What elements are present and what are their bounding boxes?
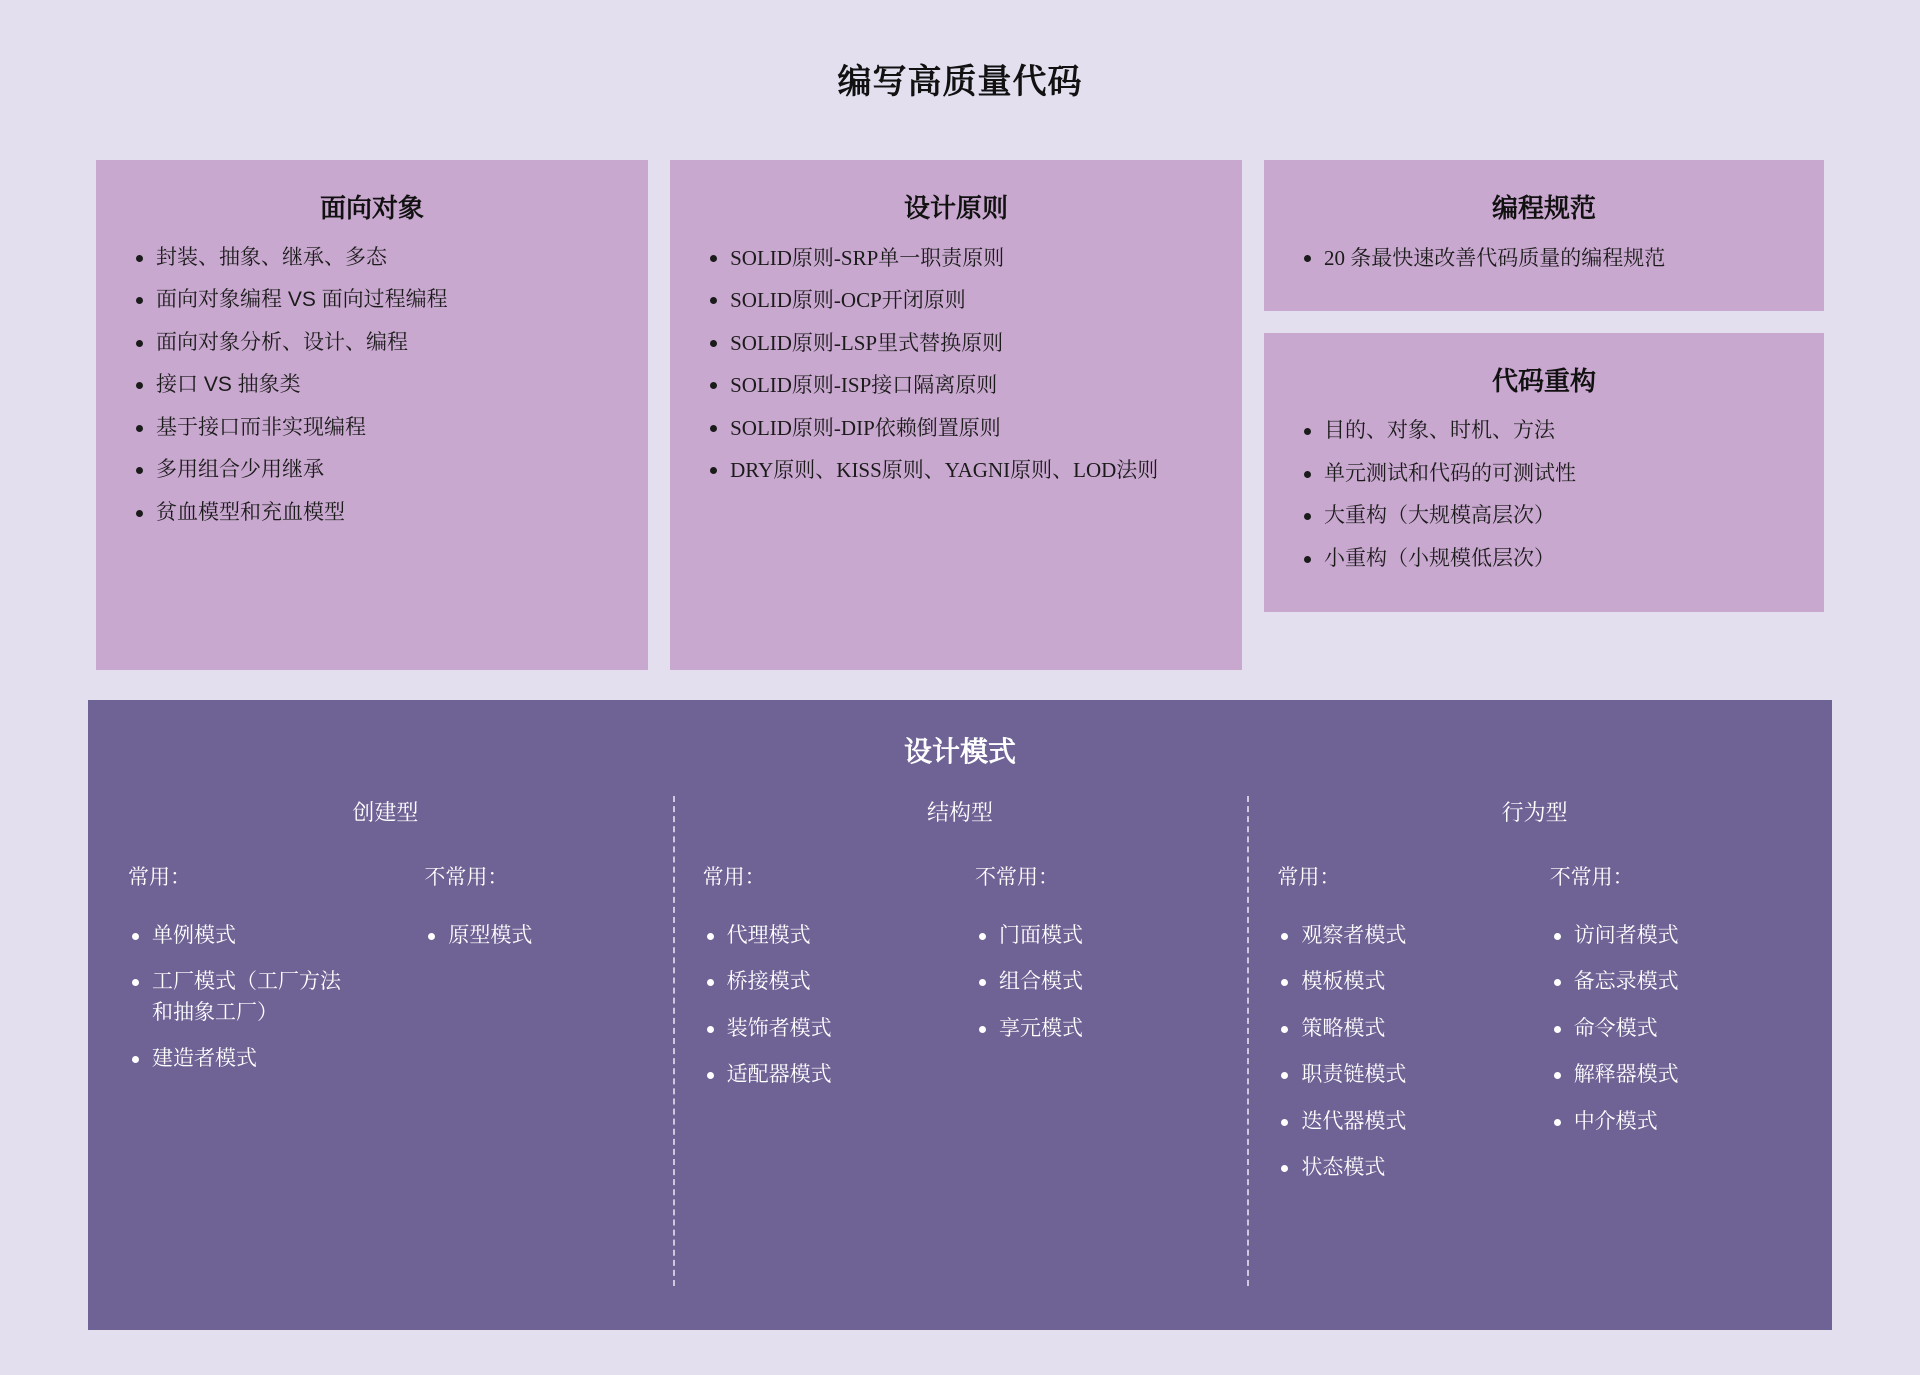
pattern-uncommon-list [414, 921, 652, 951]
column-spec-refactor [1264, 160, 1824, 612]
list-item: 备忘录模式 [1574, 967, 1802, 997]
list-item: 接口 VS 抽象类 [156, 370, 622, 400]
list-item: 工厂模式（工厂方法和抽象工厂） [152, 967, 356, 1028]
pattern-uncommon-list [965, 921, 1227, 1044]
list-item: 20 条最快速改善代码质量的编程规范 [1324, 243, 1798, 273]
list-item: 组合模式 [999, 967, 1227, 997]
card-spec [1264, 160, 1824, 311]
pattern-common-label: 常用： [1277, 866, 1341, 889]
page-title: 编写高质量代码 [837, 63, 1083, 101]
pattern-uncommon [366, 861, 652, 1091]
list-item: 大重构（大规模高层次） [1324, 501, 1798, 531]
pattern-group-behavioral [1247, 796, 1822, 1296]
pattern-common [1267, 861, 1529, 1200]
top-section [96, 160, 1824, 670]
pattern-group-creational [98, 796, 673, 1296]
card-design-patterns [88, 700, 1832, 1330]
card-spec-list [1290, 243, 1798, 273]
card-refactor [1264, 333, 1824, 612]
list-item: SOLID原则-OCP开闭原则 [730, 285, 1216, 315]
pattern-group-title: 结构型 [927, 800, 994, 825]
card-design-patterns-title: 设计模式 [903, 736, 1016, 767]
list-item: 原型模式 [448, 921, 652, 951]
list-item: 贫血模型和充血模型 [156, 498, 622, 528]
pattern-common-label: 常用： [702, 866, 766, 889]
pattern-uncommon [1540, 861, 1802, 1200]
pattern-common-list [1267, 921, 1529, 1184]
list-item: 中介模式 [1574, 1107, 1802, 1137]
list-item: 单例模式 [152, 921, 356, 951]
pattern-group-title: 创建型 [352, 800, 419, 825]
card-gap [1264, 311, 1824, 333]
list-item: 单元测试和代码的可测试性 [1324, 459, 1798, 489]
list-item: 访问者模式 [1574, 921, 1802, 951]
pattern-uncommon-label: 不常用： [1549, 866, 1634, 889]
list-item: 桥接模式 [727, 967, 955, 997]
card-refactor-title: 代码重构 [1491, 366, 1596, 397]
pattern-uncommon-label: 不常用： [424, 866, 509, 889]
list-item: 状态模式 [1301, 1153, 1529, 1183]
pattern-common [118, 861, 356, 1091]
list-item: SOLID原则-LSP里式替换原则 [730, 328, 1216, 358]
pattern-group-title: 行为型 [1501, 800, 1568, 825]
pattern-group-structural [673, 796, 1248, 1296]
pattern-uncommon-label: 不常用： [975, 866, 1060, 889]
card-principles-title: 设计原则 [904, 193, 1009, 223]
list-item: SOLID原则-SRP单一职责原则 [730, 243, 1216, 273]
list-item: 封装、抽象、继承、多态 [156, 243, 622, 273]
pattern-uncommon-list [1540, 921, 1802, 1137]
list-item: 代理模式 [727, 921, 955, 951]
list-item: 多用组合少用继承 [156, 455, 622, 485]
list-item: 命令模式 [1574, 1014, 1802, 1044]
list-item: DRY原则、KISS原则、YAGNI原则、LOD法则 [730, 455, 1216, 485]
list-item: SOLID原则-DIP依赖倒置原则 [730, 413, 1216, 443]
list-item: 解释器模式 [1574, 1060, 1802, 1090]
pattern-common [693, 861, 955, 1107]
pattern-subcolumns [1267, 861, 1802, 1200]
list-item: 小重构（小规模低层次） [1324, 544, 1798, 574]
list-item: 面向对象分析、设计、编程 [156, 328, 622, 358]
pattern-common-label: 常用： [128, 866, 191, 889]
list-item: 迭代器模式 [1301, 1107, 1529, 1137]
card-principles-list [696, 243, 1216, 486]
card-oop-title: 面向对象 [320, 193, 425, 223]
list-item: 策略模式 [1301, 1014, 1529, 1044]
card-oop-list [122, 243, 622, 528]
column-oop [96, 160, 648, 670]
list-item: 职责链模式 [1301, 1060, 1529, 1090]
list-item: 适配器模式 [727, 1060, 955, 1090]
list-item: 观察者模式 [1301, 921, 1529, 951]
card-oop [96, 160, 648, 670]
list-item: SOLID原则-ISP接口隔离原则 [730, 370, 1216, 400]
pattern-columns [98, 796, 1822, 1296]
pattern-common-list [118, 921, 356, 1075]
pattern-subcolumns [693, 861, 1228, 1107]
list-item: 面向对象编程 VS 面向过程编程 [156, 285, 622, 315]
list-item: 基于接口而非实现编程 [156, 413, 622, 443]
list-item: 建造者模式 [152, 1044, 356, 1074]
card-principles [670, 160, 1242, 670]
list-item: 模板模式 [1301, 967, 1529, 997]
list-item: 门面模式 [999, 921, 1227, 951]
list-item: 装饰者模式 [727, 1014, 955, 1044]
card-refactor-list [1290, 416, 1798, 574]
card-spec-title: 编程规范 [1491, 193, 1596, 223]
pattern-common-list [693, 921, 955, 1091]
list-item: 目的、对象、时机、方法 [1324, 416, 1798, 446]
column-principles [670, 160, 1242, 670]
list-item: 享元模式 [999, 1014, 1227, 1044]
pattern-uncommon [965, 861, 1227, 1107]
pattern-subcolumns [118, 861, 653, 1091]
